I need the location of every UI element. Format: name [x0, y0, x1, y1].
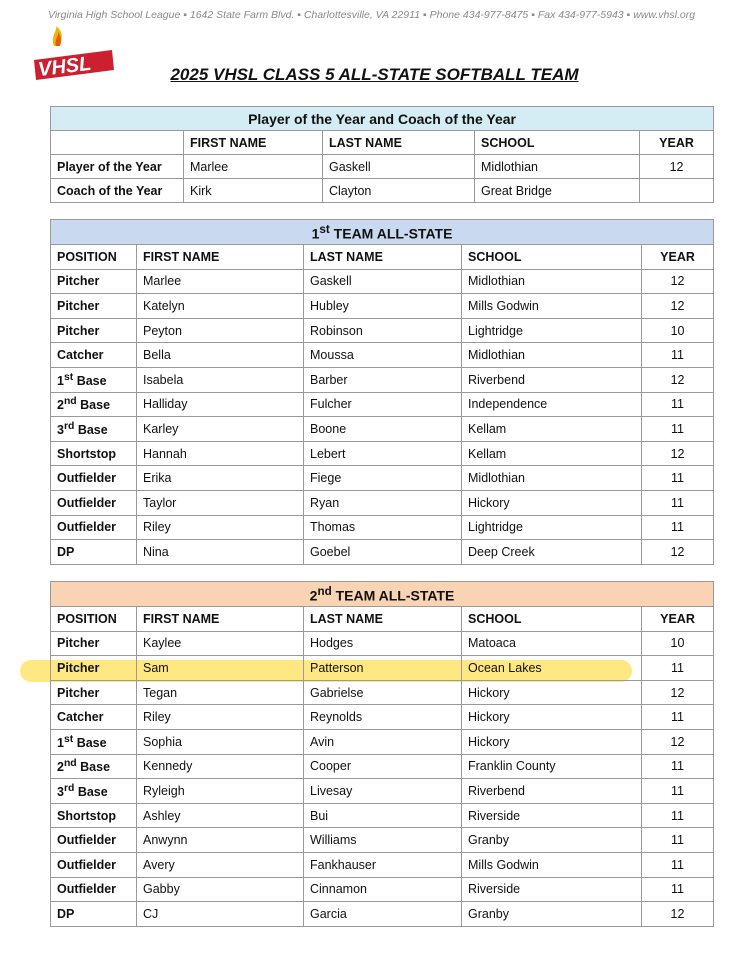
last-name-cell: Gaskell: [323, 155, 475, 179]
position-text: Outfielder: [57, 882, 117, 897]
year-cell: 11: [642, 877, 714, 902]
first-name-cell: Bella: [137, 343, 304, 368]
table-row: [51, 705, 714, 730]
last-name-cell: Bui: [304, 803, 462, 828]
award-label: Player of the Year: [51, 155, 184, 179]
column-header: YEAR: [640, 131, 714, 155]
school-cell: Hickory: [462, 729, 642, 754]
school-cell: Kellam: [462, 417, 642, 442]
first-name-cell: Kaylee: [137, 631, 304, 656]
first-team-heading: [51, 220, 714, 245]
position-suffix-text: Base: [76, 760, 111, 775]
position-text: Catcher: [57, 710, 104, 725]
table-row: [51, 902, 714, 927]
position-text: Outfielder: [57, 520, 117, 535]
table-row: [51, 803, 714, 828]
first-name-cell: Erika: [137, 466, 304, 491]
last-name-cell: Barber: [304, 367, 462, 392]
position-text: 3: [57, 785, 64, 800]
first-name-cell: Nina: [137, 540, 304, 565]
school-cell: Great Bridge: [475, 179, 640, 203]
year-cell: 12: [642, 729, 714, 754]
school-cell: Midlothian: [462, 466, 642, 491]
first-name-cell: Peyton: [137, 318, 304, 343]
position-ordinal-suffix: rd: [63, 420, 75, 432]
first-name-cell: Halliday: [137, 392, 304, 417]
column-header: LAST NAME: [304, 607, 462, 632]
position-cell: [51, 392, 137, 417]
year-cell: 12: [642, 441, 714, 466]
position-cell: [51, 729, 137, 754]
position-cell: [51, 343, 137, 368]
last-name-cell: Hodges: [304, 631, 462, 656]
position-text: Pitcher: [57, 685, 100, 700]
position-cell: [51, 828, 137, 853]
first-name-cell: Ashley: [137, 803, 304, 828]
position-suffix-text: Base: [73, 373, 107, 388]
school-cell: Riverbend: [462, 367, 642, 392]
school-cell: Midlothian: [475, 155, 640, 179]
first-name-cell: Isabela: [137, 367, 304, 392]
position-cell: [51, 294, 137, 319]
column-header: SCHOOL: [462, 607, 642, 632]
second-team-heading: [51, 582, 714, 607]
school-cell: Riverside: [462, 877, 642, 902]
column-header: SCHOOL: [462, 245, 642, 270]
table-row: [51, 754, 714, 779]
last-name-cell: Gabrielse: [304, 680, 462, 705]
position-text: Shortstop: [57, 808, 117, 823]
first-name-cell: Sam: [137, 656, 304, 681]
poy-coy-table: [50, 106, 714, 203]
first-name-cell: Riley: [137, 705, 304, 730]
heading-ordinal-suffix: nd: [317, 584, 332, 598]
table-row: [51, 828, 714, 853]
table-row: [51, 179, 714, 203]
school-cell: Lightridge: [462, 318, 642, 343]
year-cell: 11: [642, 490, 714, 515]
table-row: [51, 367, 714, 392]
last-name-cell: Fiege: [304, 466, 462, 491]
table-header-row: [51, 245, 714, 270]
first-name-cell: CJ: [137, 902, 304, 927]
last-name-cell: Lebert: [304, 441, 462, 466]
first-name-cell: Marlee: [184, 155, 323, 179]
year-cell: 12: [642, 294, 714, 319]
column-header: LAST NAME: [323, 131, 475, 155]
school-cell: Ocean Lakes: [462, 656, 642, 681]
school-cell: Deep Creek: [462, 540, 642, 565]
table-row: [51, 631, 714, 656]
year-cell: 12: [642, 367, 714, 392]
year-cell: 11: [642, 779, 714, 804]
position-cell: [51, 779, 137, 804]
position-ordinal-suffix: rd: [63, 782, 75, 794]
last-name-cell: Ryan: [304, 490, 462, 515]
heading-ordinal-suffix: st: [319, 222, 330, 236]
position-cell: [51, 466, 137, 491]
position-text: 1: [57, 735, 64, 750]
position-suffix-text: Base: [73, 735, 107, 750]
first-team-table: [50, 219, 714, 565]
school-cell: Lightridge: [462, 515, 642, 540]
position-cell: [51, 515, 137, 540]
last-name-cell: Moussa: [304, 343, 462, 368]
position-ordinal-suffix: nd: [63, 396, 77, 408]
year-cell: 11: [642, 828, 714, 853]
school-cell: Granby: [462, 902, 642, 927]
position-text: 2: [57, 398, 64, 413]
first-name-cell: Kennedy: [137, 754, 304, 779]
position-cell: [51, 656, 137, 681]
school-cell: Hickory: [462, 490, 642, 515]
first-name-cell: Hannah: [137, 441, 304, 466]
position-cell: [51, 441, 137, 466]
school-cell: Franklin County: [462, 754, 642, 779]
document-title: 2025 VHSL CLASS 5 ALL-STATE SOFTBALL TEAM: [170, 65, 579, 84]
position-text: 2: [57, 760, 64, 775]
position-text: 1: [57, 373, 64, 388]
first-name-cell: Avery: [137, 852, 304, 877]
position-cell: [51, 754, 137, 779]
first-name-cell: Tegan: [137, 680, 304, 705]
last-name-cell: Patterson: [304, 656, 462, 681]
table-row: [51, 318, 714, 343]
table-row: [51, 392, 714, 417]
position-cell: [51, 705, 137, 730]
table-row: [51, 155, 714, 179]
position-text: DP: [57, 906, 75, 921]
first-name-cell: Sophia: [137, 729, 304, 754]
table-row: [51, 729, 714, 754]
year-cell: 11: [642, 705, 714, 730]
first-name-cell: Ryleigh: [137, 779, 304, 804]
last-name-cell: Robinson: [304, 318, 462, 343]
column-header: [51, 131, 184, 155]
table-row: [51, 490, 714, 515]
table-row: [51, 877, 714, 902]
table-row: [51, 540, 714, 565]
first-name-cell: Riley: [137, 515, 304, 540]
year-cell: 12: [642, 540, 714, 565]
position-cell: [51, 490, 137, 515]
year-cell: 12: [642, 902, 714, 927]
school-cell: Kellam: [462, 441, 642, 466]
position-text: Pitcher: [57, 660, 100, 675]
heading-text: TEAM ALL-STATE: [331, 587, 455, 604]
column-header: FIRST NAME: [137, 245, 304, 270]
position-cell: [51, 803, 137, 828]
position-cell: [51, 318, 137, 343]
last-name-cell: Reynolds: [304, 705, 462, 730]
last-name-cell: Hubley: [304, 294, 462, 319]
position-cell: [51, 877, 137, 902]
column-header: SCHOOL: [475, 131, 640, 155]
year-cell: 10: [642, 318, 714, 343]
year-cell: 11: [642, 417, 714, 442]
school-cell: Matoaca: [462, 631, 642, 656]
position-ordinal-suffix: st: [63, 371, 74, 383]
year-cell: 11: [642, 656, 714, 681]
position-text: Pitcher: [57, 636, 100, 651]
table-header-row: [51, 607, 714, 632]
first-name-cell: Taylor: [137, 490, 304, 515]
position-text: Pitcher: [57, 323, 100, 338]
position-cell: [51, 680, 137, 705]
column-header: LAST NAME: [304, 245, 462, 270]
position-text: Outfielder: [57, 857, 117, 872]
position-text: Outfielder: [57, 471, 117, 486]
last-name-cell: Avin: [304, 729, 462, 754]
position-text: Pitcher: [57, 274, 100, 289]
last-name-cell: Gaskell: [304, 269, 462, 294]
position-suffix-text: Base: [76, 398, 111, 413]
year-cell: 11: [642, 466, 714, 491]
heading-number: 2: [309, 587, 318, 604]
position-text: Outfielder: [57, 833, 117, 848]
position-ordinal-suffix: nd: [63, 758, 77, 770]
column-header: POSITION: [51, 245, 137, 270]
position-text: Catcher: [57, 348, 104, 363]
year-cell: 11: [642, 515, 714, 540]
column-header: FIRST NAME: [184, 131, 323, 155]
column-header: YEAR: [642, 245, 714, 270]
last-name-cell: Clayton: [323, 179, 475, 203]
school-cell: Midlothian: [462, 343, 642, 368]
school-cell: Hickory: [462, 705, 642, 730]
table-row: [51, 441, 714, 466]
position-text: Pitcher: [57, 298, 100, 313]
heading-text: TEAM ALL-STATE: [329, 225, 453, 242]
school-cell: Mills Godwin: [462, 852, 642, 877]
position-cell: [51, 852, 137, 877]
svg-text:VHSL: VHSL: [36, 52, 93, 82]
table-row: [51, 852, 714, 877]
last-name-cell: Cooper: [304, 754, 462, 779]
last-name-cell: Fulcher: [304, 392, 462, 417]
column-header: YEAR: [642, 607, 714, 632]
school-cell: Hickory: [462, 680, 642, 705]
column-header: POSITION: [51, 607, 137, 632]
school-cell: Granby: [462, 828, 642, 853]
last-name-cell: Goebel: [304, 540, 462, 565]
position-cell: [51, 367, 137, 392]
last-name-cell: Boone: [304, 417, 462, 442]
position-text: Shortstop: [57, 446, 117, 461]
school-cell: Independence: [462, 392, 642, 417]
school-cell: Midlothian: [462, 269, 642, 294]
last-name-cell: Livesay: [304, 779, 462, 804]
column-header: FIRST NAME: [137, 607, 304, 632]
table-row: [51, 269, 714, 294]
table-row: [51, 466, 714, 491]
first-name-cell: Katelyn: [137, 294, 304, 319]
first-name-cell: Anwynn: [137, 828, 304, 853]
table-row: [51, 515, 714, 540]
table-row: [51, 343, 714, 368]
last-name-cell: Williams: [304, 828, 462, 853]
position-cell: [51, 540, 137, 565]
table-row: [51, 417, 714, 442]
contact-line: Virginia High School League ▪ 1642 State Farm Blvd. ▪ Charlottesville, VA 22911 ▪ Phone 434-977-8475 ▪ Fax 434-977-5943 ▪ www.vhsl.org: [48, 9, 696, 21]
first-name-cell: Kirk: [184, 179, 323, 203]
year-cell: 11: [642, 754, 714, 779]
second-team-table: [50, 581, 714, 927]
year-cell: 11: [642, 343, 714, 368]
first-name-cell: Marlee: [137, 269, 304, 294]
last-name-cell: Thomas: [304, 515, 462, 540]
last-name-cell: Fankhauser: [304, 852, 462, 877]
year-cell: [640, 179, 714, 203]
year-cell: 11: [642, 803, 714, 828]
table-row: [51, 656, 714, 681]
heading-number: 1: [311, 225, 320, 242]
position-text: DP: [57, 544, 75, 559]
poy-table-heading: Player of the Year and Coach of the Year: [51, 107, 714, 131]
position-text: Outfielder: [57, 495, 117, 510]
position-cell: [51, 631, 137, 656]
position-ordinal-suffix: st: [63, 733, 74, 745]
table-row: [51, 294, 714, 319]
last-name-cell: Cinnamon: [304, 877, 462, 902]
year-cell: 12: [640, 155, 714, 179]
first-name-cell: Karley: [137, 417, 304, 442]
year-cell: 12: [642, 269, 714, 294]
year-cell: 12: [642, 680, 714, 705]
year-cell: 11: [642, 852, 714, 877]
position-cell: [51, 417, 137, 442]
table-row: [51, 779, 714, 804]
award-label: Coach of the Year: [51, 179, 184, 203]
year-cell: 11: [642, 392, 714, 417]
year-cell: 10: [642, 631, 714, 656]
school-cell: Riverside: [462, 803, 642, 828]
school-cell: Riverbend: [462, 779, 642, 804]
position-cell: [51, 902, 137, 927]
table-row: [51, 680, 714, 705]
school-cell: Mills Godwin: [462, 294, 642, 319]
position-text: 3: [57, 423, 64, 438]
position-suffix-text: Base: [74, 423, 108, 438]
position-cell: [51, 269, 137, 294]
table-header-row: [51, 131, 714, 155]
position-suffix-text: Base: [74, 785, 108, 800]
first-name-cell: Gabby: [137, 877, 304, 902]
last-name-cell: Garcia: [304, 902, 462, 927]
